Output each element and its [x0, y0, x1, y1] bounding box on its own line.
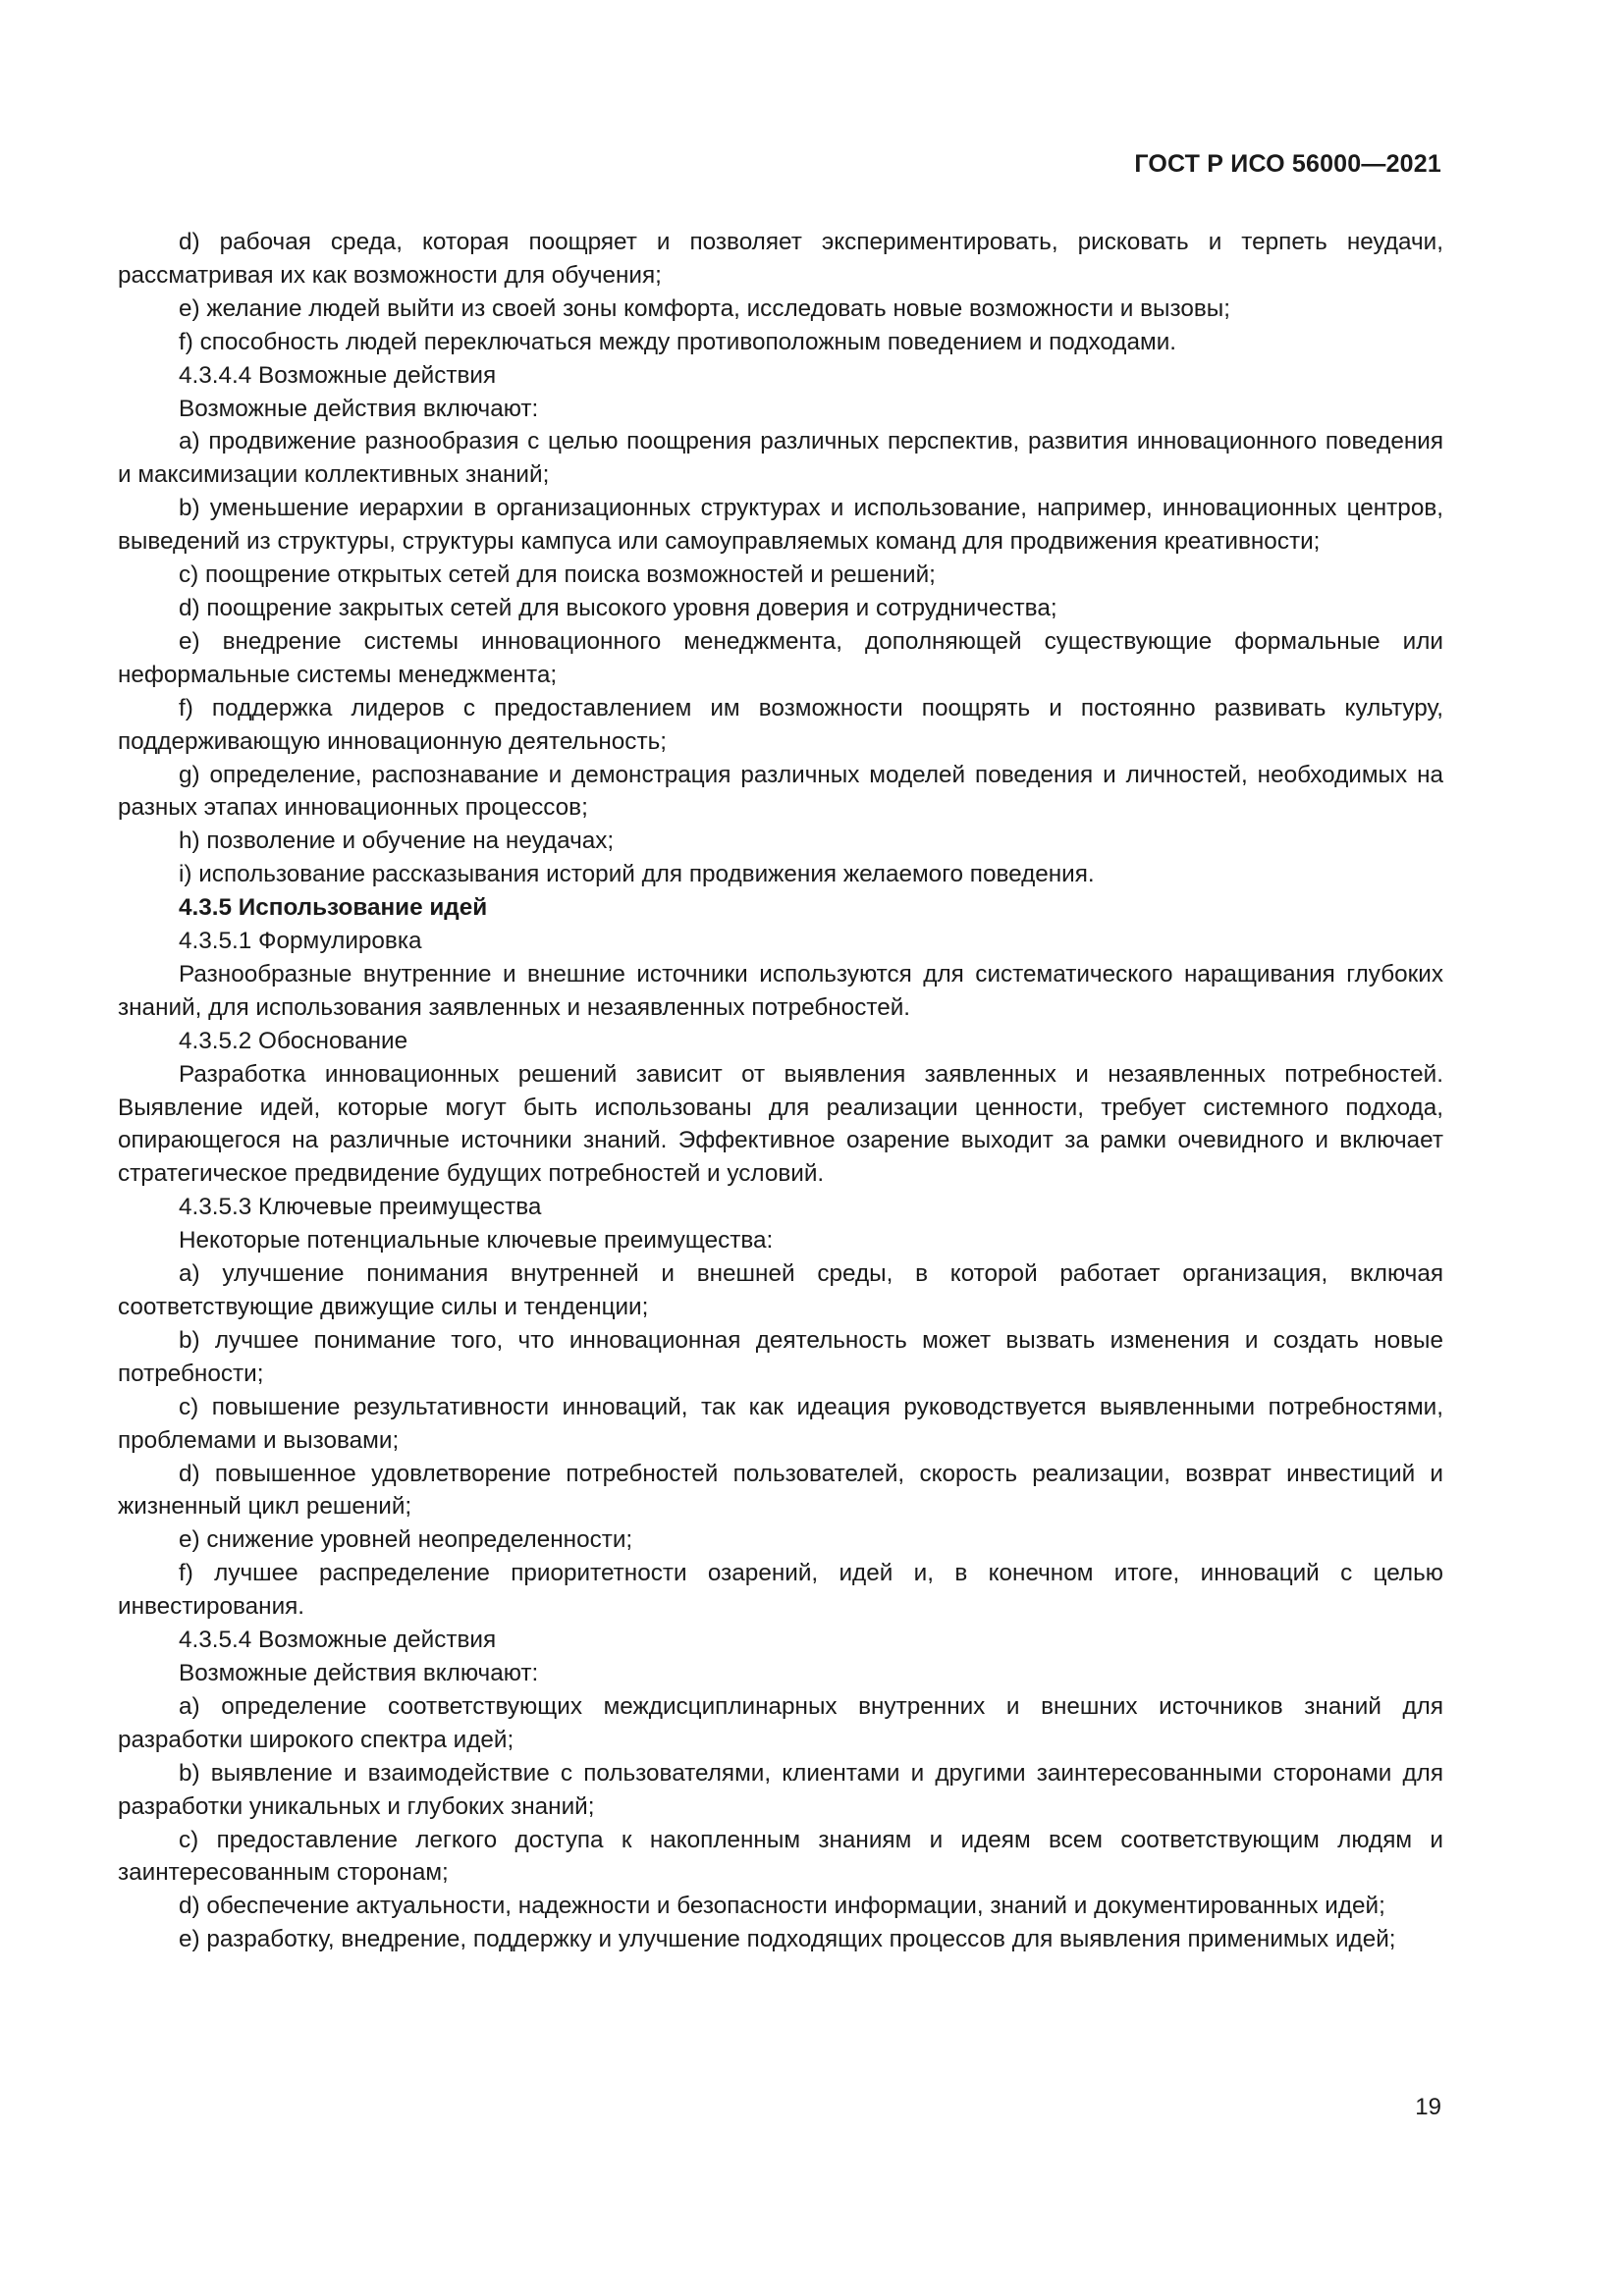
paragraph: Возможные действия включают: [179, 395, 539, 422]
paragraph: c) предоставление легкого доступа к накопленным знаниям и идеям всем соответствующим людям и заинтересованным сторонам; [118, 1826, 1443, 1887]
paragraph: d) поощрение закрытых сетей для высокого уровня доверия и сотрудничества; [179, 594, 1057, 621]
section-heading: 4.3.5 Использование идей [179, 894, 488, 922]
paragraph: a) определение соответствующих междисциплинарных внутренних и внешних источников знаний для разработки широкого спектра идей; [118, 1692, 1443, 1753]
paragraph: Возможные действия включают: [179, 1659, 539, 1686]
paragraph: a) продвижение разнообразия с целью поощрения различных перспектив, развития инновационного поведения и максимизации коллективных знаний; [118, 428, 1443, 489]
subsection-heading: 4.3.5.3 Ключевые преимущества [179, 1194, 542, 1221]
paragraph: b) выявление и взаимодействие с пользователями, клиентами и другими заинтересованными сторонами для разработки уникальных и глубоких знаний; [118, 1759, 1443, 1820]
subsection-heading: 4.3.5.1 Формулировка [179, 928, 422, 955]
subsection-heading: 4.3.5.4 Возможные действия [179, 1627, 497, 1654]
paragraph: b) лучшее понимание того, что инновационная деятельность может вызвать изменения и создать новые потребности; [118, 1326, 1443, 1387]
paragraph: e) разработку, внедрение, поддержку и улучшение подходящих процессов для выявления применимых идей; [179, 1926, 1396, 1953]
paragraph: d) повышенное удовлетворение потребностей пользователей, скорость реализации, возврат инвестиций и жизненный цикл решений; [118, 1460, 1443, 1521]
paragraph: d) обеспечение актуальности, надежности и безопасности информации, знаний и документированных идей; [179, 1893, 1385, 1920]
paragraph: c) повышение результативности инноваций, так как идеация руководствуется выявленными потребностями, проблемами и вызовами; [118, 1393, 1443, 1454]
paragraph: g) определение, распознавание и демонстрация различных моделей поведения и личностей, необходимых на разных этапах инновационных процессов; [118, 761, 1443, 822]
paragraph: f) способность людей переключаться между противоположным поведением и подходами. [179, 328, 1177, 355]
paragraph: c) поощрение открытых сетей для поиска возможностей и решений; [179, 561, 936, 589]
paragraph: f) поддержка лидеров с предоставлением им возможности поощрять и постоянно развивать культуру, поддерживающую инновационную деятельность; [118, 694, 1443, 755]
paragraph: Разнообразные внутренние и внешние источники используются для систематического наращивания глубоких знаний, для использования заявленных и незаявленных потребностей. [118, 960, 1443, 1021]
paragraph: a) улучшение понимания внутренней и внешней среды, в которой работает организация, включая соответствующие движущие силы и тенденции; [118, 1260, 1443, 1320]
paragraph: b) уменьшение иерархии в организационных структурах и использование, например, инновационных центров, выведений из структуры, структуры кампуса или самоуправляемых команд для продвижения креативности; [118, 495, 1443, 556]
paragraph: h) позволение и обучение на неудачах; [179, 828, 615, 855]
subsection-heading: 4.3.5.2 Обоснование [179, 1027, 408, 1054]
document-header: ГОСТ Р ИСО 56000—2021 [1134, 150, 1441, 178]
paragraph: e) снижение уровней неопределенности; [179, 1526, 633, 1554]
paragraph: e) желание людей выйти из своей зоны комфорта, исследовать новые возможности и вызовы; [179, 294, 1230, 322]
document-body [118, 226, 1443, 1956]
paragraph: e) внедрение системы инновационного менеджмента, дополняющей существующие формальные или неформальные системы менеджмента; [118, 627, 1443, 688]
paragraph: Разработка инновационных решений зависит от выявления заявленных и незаявленных потребностей. Выявление идей, которые могут быть использованы для реализации ценности, требует системного подхода, опирающегося на различные источники знаний. Эффективное озарение выходит за рамки очевидного и включает стратегическое предвидение будущих потребностей и условий. [118, 1060, 1443, 1188]
paragraph: Некоторые потенциальные ключевые преимущества: [179, 1227, 774, 1255]
page-number: 19 [1415, 2094, 1441, 2120]
paragraph: f) лучшее распределение приоритетности озарений, идей и, в конечном итоге, инноваций с целью инвестирования. [118, 1560, 1443, 1621]
paragraph: i) использование рассказывания историй для продвижения желаемого поведения. [179, 861, 1095, 888]
paragraph: d) рабочая среда, которая поощряет и позволяет экспериментировать, рисковать и терпеть неудачи, рассматривая их как возможности для обучения; [118, 229, 1443, 289]
subsection-heading: 4.3.4.4 Возможные действия [179, 361, 497, 389]
